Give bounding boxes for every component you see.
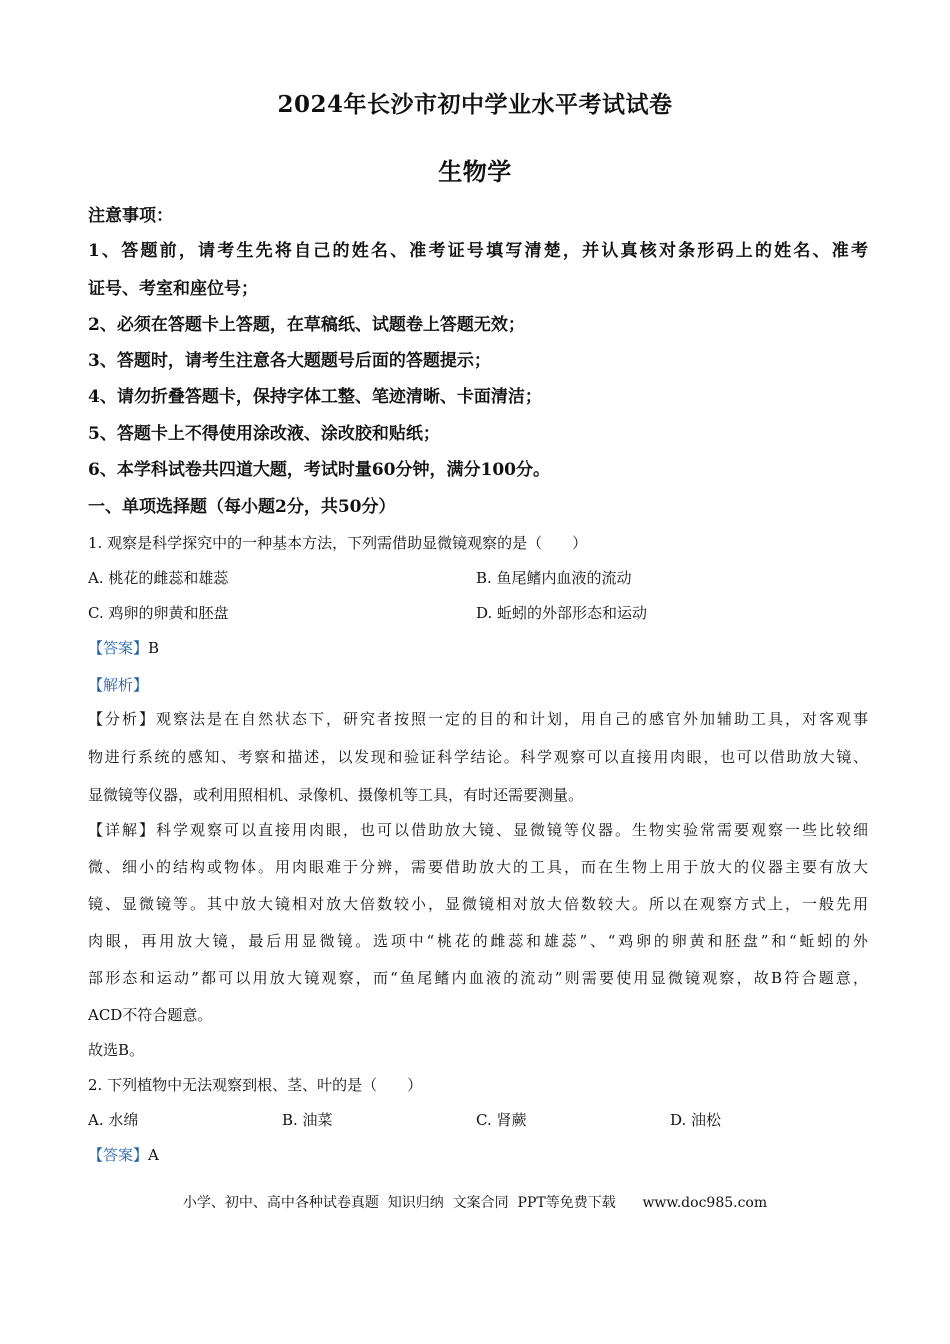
q1-option-b: B. 鱼尾鳍内血液的流动 (476, 569, 632, 587)
xiangjie-tag: 【详解】 (88, 821, 156, 839)
q1-option-a: A. 桃花的雌蕊和雄蕊 (88, 569, 229, 587)
answer-tag: 【答案】 (88, 639, 149, 657)
notice-item-5: 5、答题卡上不得使用涂改液、涂改胶和贴纸； (88, 424, 440, 444)
q2-option-d: D. 油松 (670, 1111, 722, 1129)
q1-xiangjie-line-2: 微、细小的结构或物体。用肉眼难于分辨，需要借助放大的工具，而在生物上用于放大的仪器主要有放大 (88, 858, 868, 876)
q1-xiangjie-line-3: 镜、显微镜等。其中放大镜相对放大倍数较小，显微镜相对放大倍数较大。所以在观察方式上，一般先用 (88, 895, 868, 913)
fenxi-text: 观察法是在自然状态下，研究者按照一定的目的和计划，用自己的感官外加辅助工具，对客观事 (156, 710, 868, 728)
q1-answer (88, 638, 868, 658)
q2-option-c: C. 肾蕨 (476, 1111, 527, 1129)
notice-item-1b: 证号、考室和座位号； (88, 279, 258, 299)
fenxi-tag: 【分析】 (88, 710, 156, 728)
q1-xiangjie-line-6: ACD不符合题意。 (88, 1006, 213, 1024)
q1-option-d: D. 蚯蚓的外部形态和运动 (476, 604, 648, 622)
answer-value: A (148, 1146, 159, 1164)
answer-tag: 【答案】 (88, 1146, 149, 1164)
subject-title: 生物学 (438, 157, 512, 186)
notice-heading: 注意事项： (88, 206, 173, 226)
q1-analysis-heading (88, 675, 868, 695)
q2-option-b: B. 油菜 (282, 1111, 333, 1129)
notice-item-1a: 1、答题前，请考生先将自己的姓名、准考证号填写清楚，并认真核对条形码上的姓名、准考 (88, 241, 868, 261)
section-heading: 一、单项选择题（每小题2分，共50分） (88, 497, 396, 517)
q1-fenxi-line-3: 显微镜等仪器，或利用照相机、录像机、摄像机等工具，有时还需要测量。 (88, 786, 584, 804)
q1-option-c: C. 鸡卵的卵黄和胚盘 (88, 604, 229, 622)
notice-item-4: 4、请勿折叠答题卡，保持字体工整、笔迹清晰、卡面清洁； (88, 387, 542, 407)
q1-xiangjie-line-4: 肉眼，再用放大镜，最后用显微镜。选项中“桃花的雌蕊和雄蕊”、“鸡卵的卵黄和胚盘”和“蚯蚓的外 (88, 932, 868, 950)
question-2-stem: 2. 下列植物中无法观察到根、茎、叶的是（ ） (88, 1076, 423, 1094)
q1-fenxi-line-1 (88, 709, 868, 729)
question-1-stem: 1. 观察是科学探究中的一种基本方法，下列需借助显微镜观察的是（ ） (88, 534, 588, 552)
q1-xiangjie-line-5: 部形态和运动”都可以用放大镜观察，而“鱼尾鳍内血液的流动”则需要使用显微镜观察，故B符合题意， (88, 969, 868, 987)
footer-text: 小学、初中、高中各种试卷真题 知识归纳 文案合同 PPT等免费下载 www.doc985.com (182, 1195, 768, 1211)
q2-answer (88, 1145, 868, 1165)
notice-item-6: 6、本学科试卷共四道大题，考试时量60分钟，满分100分。 (88, 460, 550, 480)
answer-value: B (148, 639, 160, 657)
analysis-tag: 【解析】 (88, 676, 149, 694)
exam-title: 2024年长沙市初中学业水平考试试卷 (277, 91, 673, 118)
xiangjie-text: 科学观察可以直接用肉眼，也可以借助放大镜、显微镜等仪器。生物实验常需要观察一些比较细 (156, 821, 868, 839)
q1-fenxi-line-2: 物进行系统的感知、考察和描述，以发现和验证科学结论。科学观察可以直接用肉眼，也可以借助放大镜、 (88, 748, 868, 766)
q1-xiangjie-line-1 (88, 820, 868, 840)
q1-conclusion: 故选B。 (88, 1041, 145, 1059)
q2-option-a: A. 水绵 (88, 1111, 139, 1129)
notice-item-2: 2、必须在答题卡上答题，在草稿纸、试题卷上答题无效； (88, 315, 525, 335)
notice-item-3: 3、答题时，请考生注意各大题题号后面的答题提示； (88, 351, 491, 371)
